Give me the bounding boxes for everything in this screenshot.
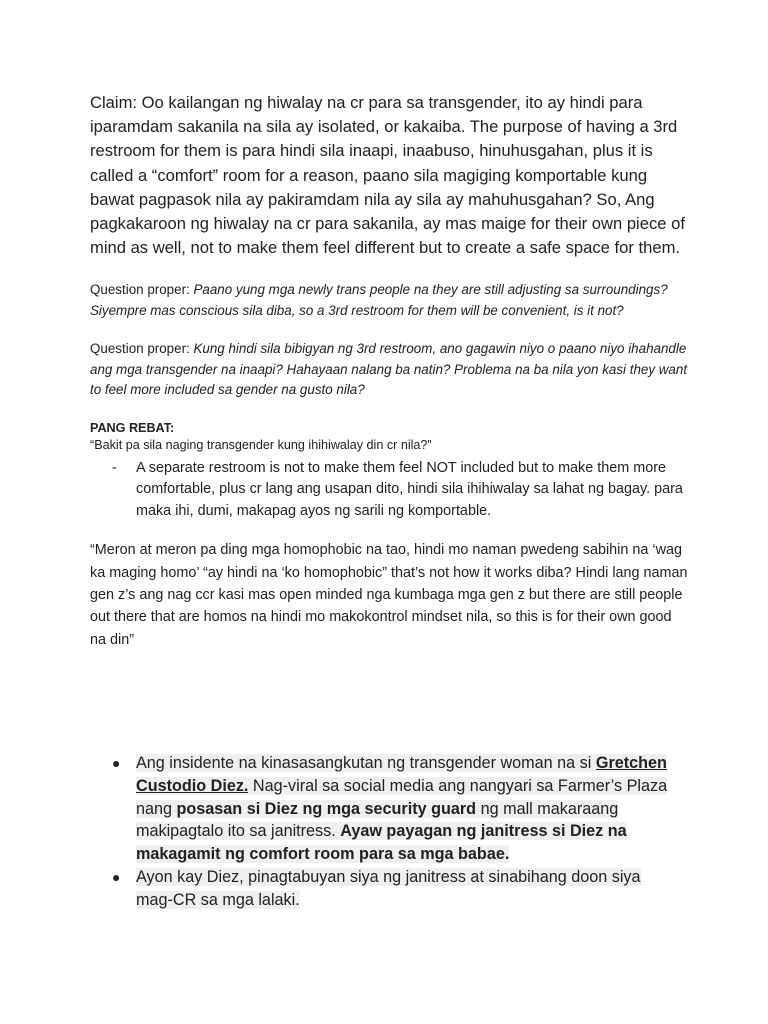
bullet-item-incident xyxy=(112,752,672,866)
dash-marker: - xyxy=(112,459,117,476)
bullet-name-gretchen: Gretchen Custodio Diez. xyxy=(136,754,667,795)
rebat-quote: “Bakit pa sila naging transgender kung ihihiwalay din cr nila?” xyxy=(90,437,432,452)
question-proper-2 xyxy=(90,339,690,401)
question-proper-1 xyxy=(90,280,690,321)
bullet-bold-text: posasan si Diez ng mga security guard xyxy=(176,799,477,818)
rebat-response-item xyxy=(90,458,690,523)
homophobic-paragraph: “Meron at meron pa ding mga homophobic na tao, hindi mo naman pwedeng sabihin na ‘wag ka maging homo’ “ay hindi na ‘ko homophobic” that’s not how it works diba? Hindi lang naman gen z’s ang nag ccr kasi mas open minded nga kumbaga mga gen z but there are still people out there that are homos na hindi mo makokontrol mindset nila, so this is for their own good na din” xyxy=(90,542,688,648)
document-body xyxy=(90,91,690,651)
incident-bullet-list xyxy=(112,752,672,912)
bullet-text: ng mall makaraang makipagtalo ito sa janitress. xyxy=(136,799,619,841)
bullet-dot-icon: ● xyxy=(112,868,121,885)
rebat-response-list xyxy=(90,458,690,523)
question-label: Question proper: xyxy=(90,282,194,298)
rebat-heading: PANG REBAT: xyxy=(90,420,175,435)
question-body: Paano yung mga newly trans people na they are still adjusting sa surroundings? Siyempre mas conscious sila diba, so a 3rd restroom for them will be convenient, is it not? xyxy=(90,282,668,319)
bullet-text: Nag-viral sa social media ang nangyari sa Farmer’s Plaza nang xyxy=(136,776,668,818)
rebat-response-text: A separate restroom is not to make them feel NOT included but to make them more comfortable, plus cr lang ang usapan dito, hindi sila ihihiwalay sa lahat ng bagay. para maka ihi, dumi, makapag ayos ng sarili ng komportable. xyxy=(136,459,683,519)
question-body: Kung hindi sila bibigyan ng 3rd restroom, ano gagawin niyo o paano niyo ihahandle ang mga transgender na inaapi? Hahayaan nalang ba natin? Problema na ba nila yon kasi they want to feel more included sa gender na gusto nila? xyxy=(90,340,688,398)
bullet-item-diez xyxy=(112,866,672,912)
bullet-bold-text: Ayaw payagan ng janitress si Diez na makagamit ng comfort room para sa mga babae. xyxy=(136,822,627,864)
bullet-text: Ang insidente na kinasasangkutan ng transgender woman na si xyxy=(136,754,596,772)
bullet-dot-icon: ● xyxy=(112,755,121,771)
bullet-text: Ayon kay Diez, pinagtabuyan siya ng janitress at sinabihang doon siya mag-CR sa mga lalaki. xyxy=(136,867,641,909)
question-label: Question proper: xyxy=(90,340,194,356)
claim-paragraph: Claim: Oo kailangan ng hiwalay na cr para sa transgender, ito ay hindi para iparamdam sakanila na sila ay isolated, or kakaiba. The purpose of having a 3rd restroom for them is para hindi sila inaapi, inaabuso, hinuhusgahan, plus it is called a “comfort” room for a reason, paano sila magiging komportable kung bawat pagpasok nila ay pakiramdam nila ay sila ay mahuhusgahan? So, Ang pagkakaroon ng hiwalay na cr para sakanila, ay mas maige for their own piece of mind as well, not to make them feel different but to create a safe space for them. xyxy=(90,93,685,258)
